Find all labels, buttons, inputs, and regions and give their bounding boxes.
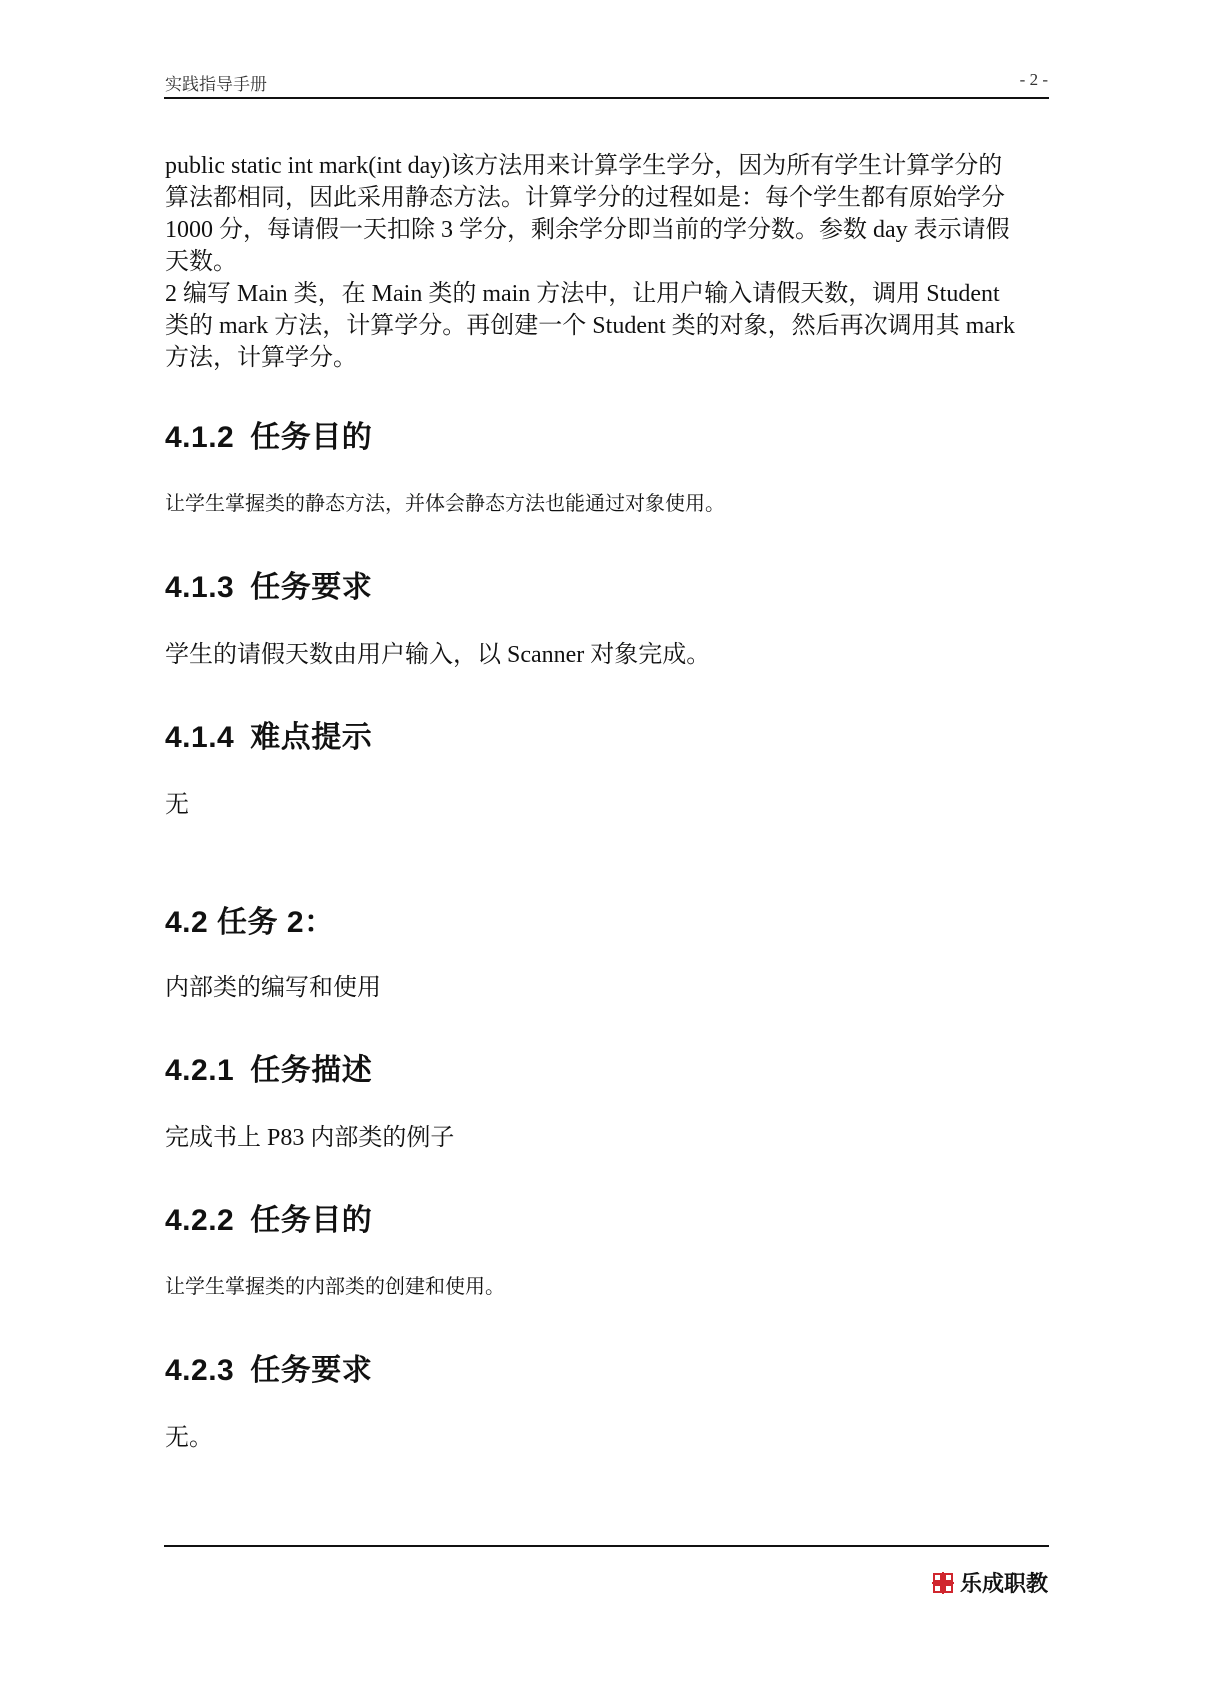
intro-paragraph [165, 150, 1050, 374]
section-title: 任务目的 [250, 1204, 373, 1237]
section-number: 4.2.1 [165, 1054, 235, 1087]
section-heading-4-2-2 [165, 1195, 372, 1239]
section-body: 让学生掌握类的内部类的创建和使用。 [165, 1276, 505, 1298]
section-heading-4-2: 4.2 任务 2： [165, 906, 335, 939]
section-heading-4-1-2 [165, 412, 372, 456]
section-number: 4.1.3 [165, 571, 235, 604]
section-number: 4.1.2 [165, 421, 235, 454]
intro-line: 天数。 [165, 249, 237, 275]
section-heading-4-1-3 [165, 562, 372, 606]
header-title: 实践指导手册 [165, 75, 267, 94]
intro-line: 方法，计算学分。 [165, 345, 357, 371]
section-body: 无 [165, 792, 189, 818]
section-title: 任务描述 [250, 1054, 373, 1087]
brand-logo-icon [932, 1572, 954, 1594]
section-body: 让学生掌握类的静态方法，并体会静态方法也能通过对象使用。 [165, 493, 725, 515]
section-number: 4.1.4 [165, 721, 235, 754]
section-title: 难点提示 [250, 721, 373, 754]
section-title: 任务要求 [250, 1354, 373, 1387]
section-body: 学生的请假天数由用户输入，以 Scanner 对象完成。 [165, 642, 711, 668]
intro-line: 2 编写 Main 类，在 Main 类的 main 方法中，让用户输入请假天数，调用 Student [165, 281, 1000, 307]
brand-name: 乐成职教 [959, 1571, 1048, 1596]
footer-logo [932, 1567, 1048, 1598]
section-heading-4-2-3 [165, 1345, 372, 1389]
section-body: 完成书上 P83 内部类的例子 [165, 1125, 455, 1151]
section-body: 无。 [165, 1425, 213, 1451]
intro-line: public static int mark(int day)该方法用来计算学生学分，因为所有学生计算学分的 [165, 153, 1003, 179]
intro-line: 类的 mark 方法，计算学分。再创建一个 Student 类的对象，然后再次调用其 mark [165, 313, 1015, 339]
intro-line: 算法都相同，因此采用静态方法。计算学分的过程如是：每个学生都有原始学分 [165, 185, 1005, 211]
header-divider [164, 97, 1049, 99]
section-title: 任务要求 [250, 571, 373, 604]
section-number: 4.2.3 [165, 1354, 235, 1387]
header-page-number: - 2 - [1019, 70, 1048, 89]
section-number: 4.2.2 [165, 1204, 235, 1237]
section-title: 任务目的 [250, 421, 373, 454]
footer-divider [164, 1545, 1049, 1547]
section-heading-4-2-1 [165, 1045, 372, 1089]
section-heading-4-1-4 [165, 712, 372, 756]
section-body: 内部类的编写和使用 [165, 975, 381, 1001]
intro-line: 1000 分，每请假一天扣除 3 学分，剩余学分即当前的学分数。参数 day 表示请假 [165, 217, 1010, 243]
